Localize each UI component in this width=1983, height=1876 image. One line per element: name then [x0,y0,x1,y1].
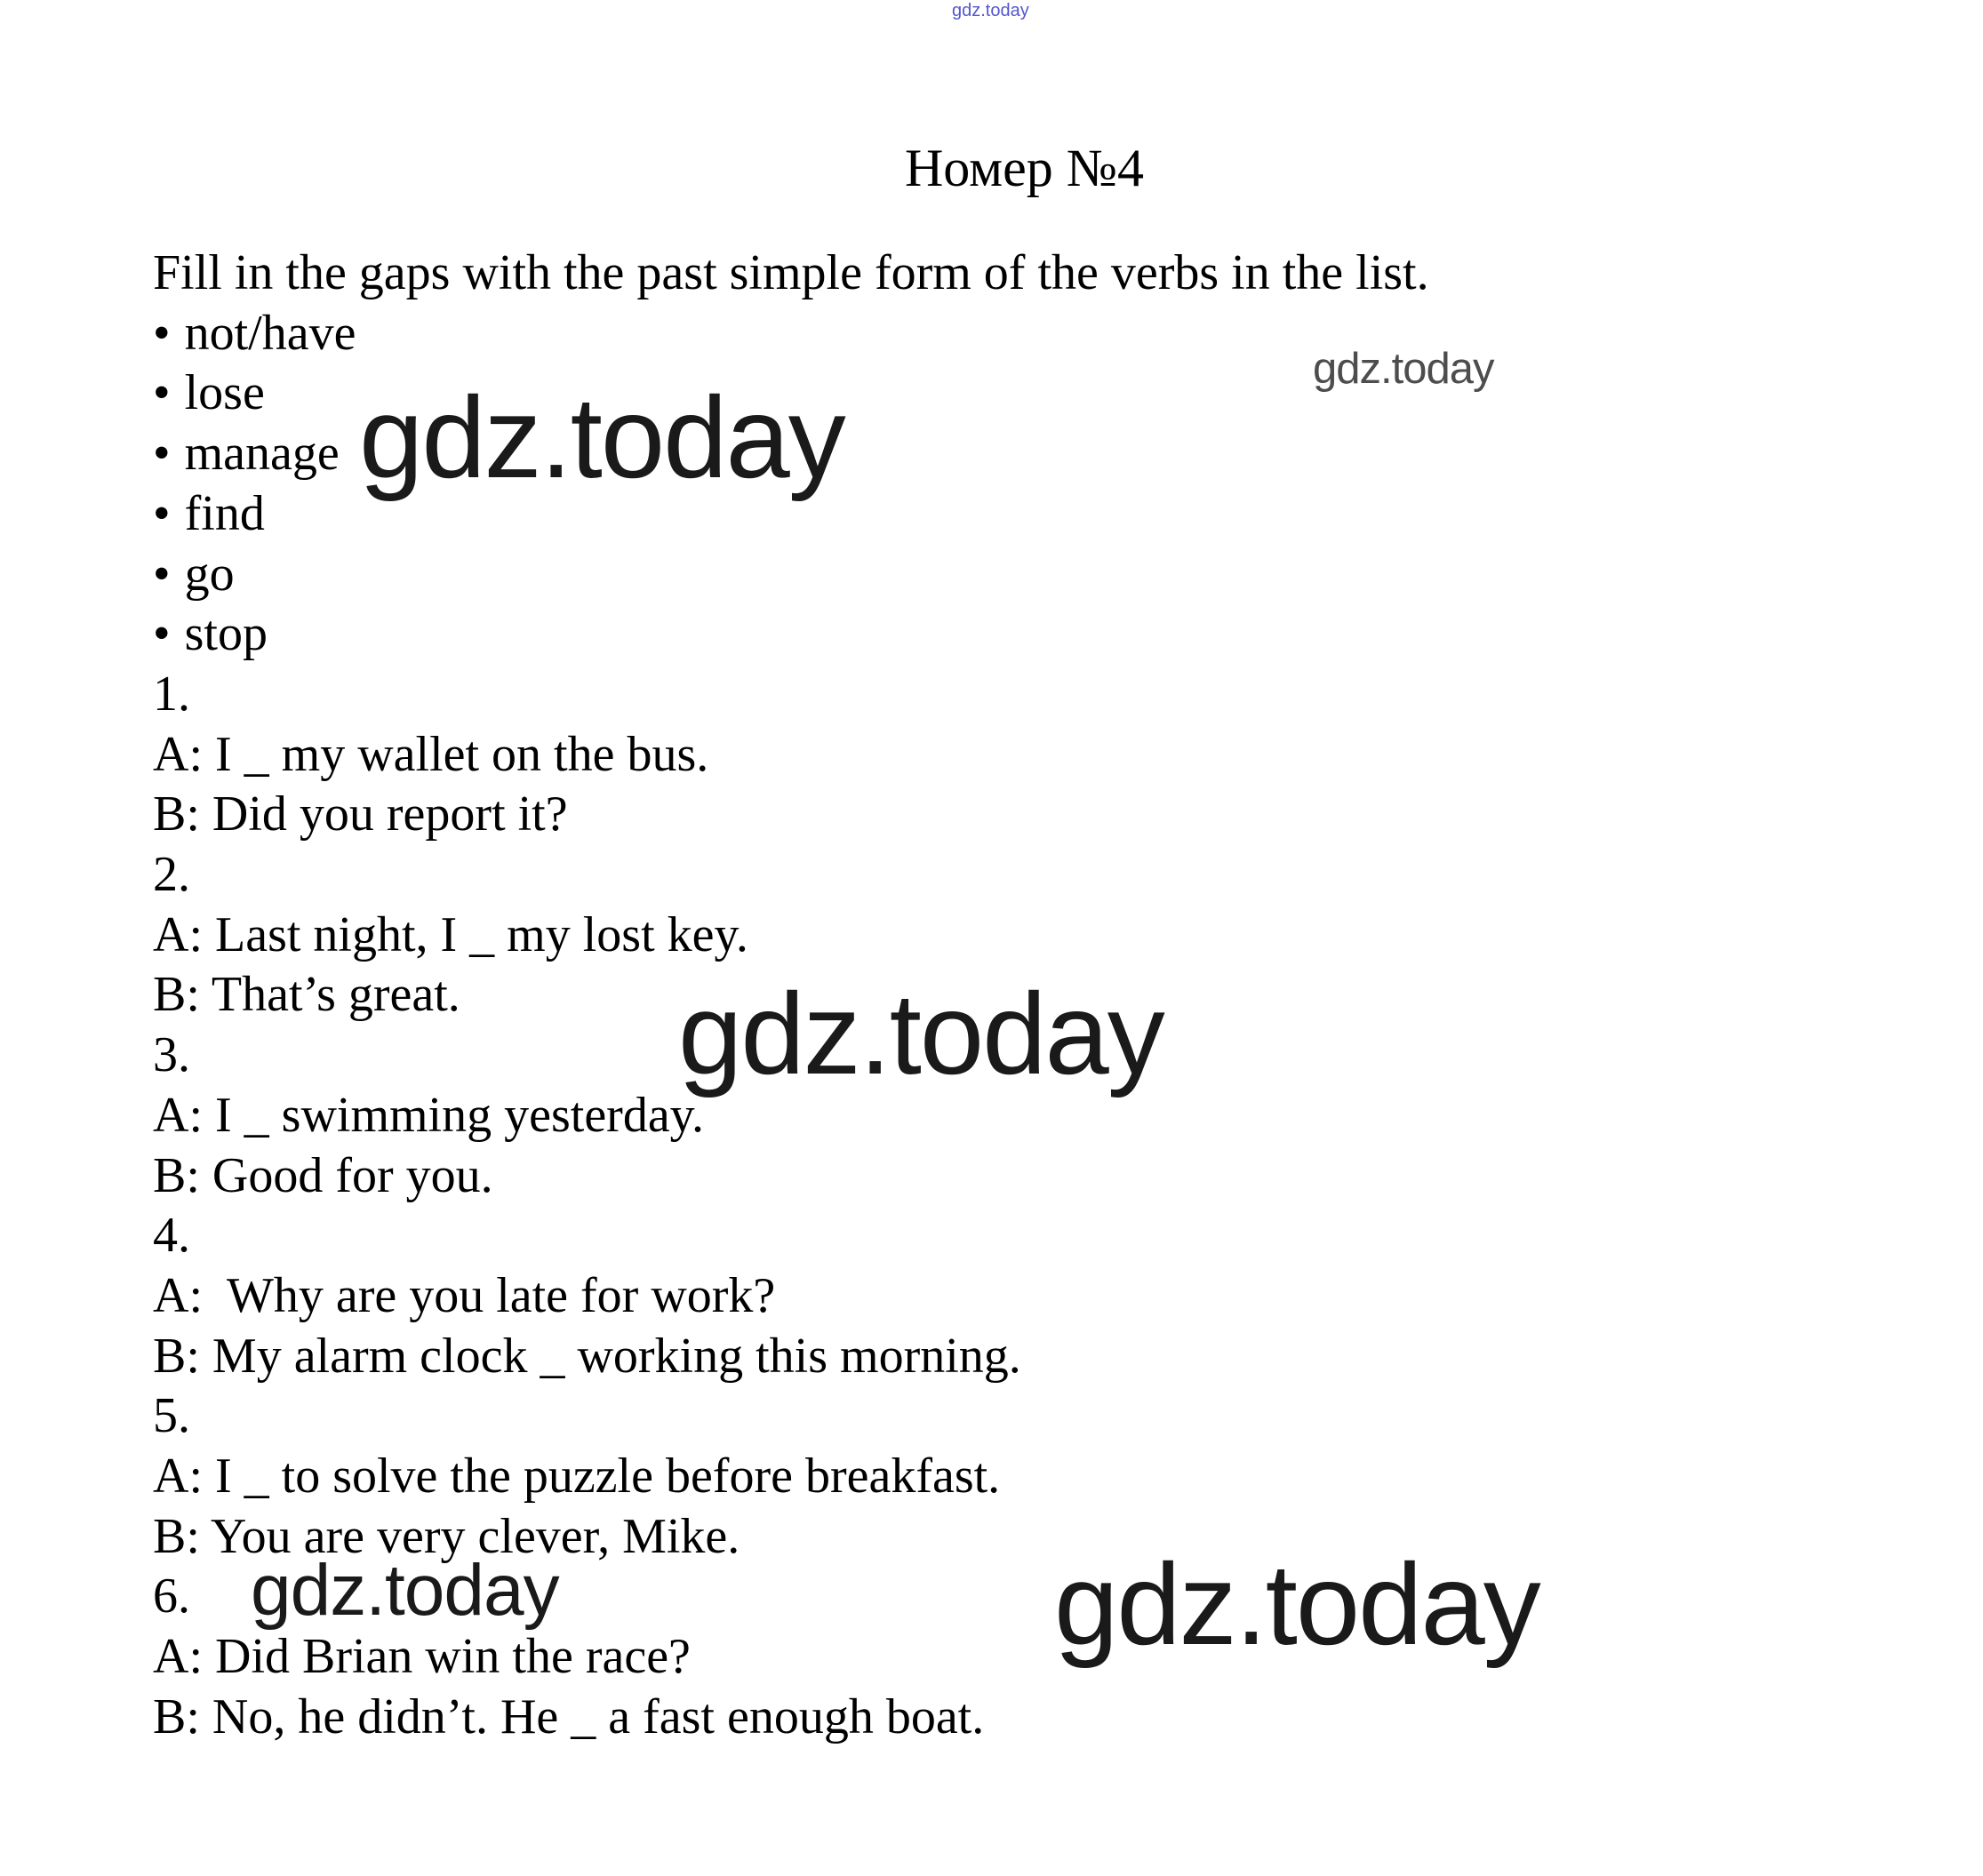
bullet-icon: • [153,546,171,602]
bullet-icon: • [153,305,171,361]
dialogue-line-b: B: Did you report it? [153,786,568,842]
instruction-text: Fill in the gaps with the past simple form of the verbs in the list. [153,245,1429,300]
watermark-top-blue: gdz.today [952,1,1029,20]
dialogue-line-a: A: I _ to solve the puzzle before breakfast. [153,1449,1001,1505]
verb-label: lose [184,365,265,421]
dialogue-line-a: A: Last night, I _ my lost key. [153,906,748,962]
dialogue-line-b: B: No, he didn’t. He _ a fast enough boat. [153,1688,985,1744]
bullet-icon: • [153,606,171,662]
dialogue-number: 1. [153,666,190,722]
watermark-large-bottom: gdz.today [1054,1539,1539,1669]
dialogue-number: 5. [153,1388,190,1444]
dialogue-line-a: A: I _ swimming yesterday. [153,1087,705,1143]
dialogue-line-a: A: Why are you late for work? [153,1267,776,1323]
worksheet-body [153,243,1859,1748]
dialogue-line-b: B: You are very clever, Mike. [153,1508,740,1564]
watermark-row6: gdz.today [251,1550,559,1631]
verb-label: manage [184,426,340,482]
page-title: Номер №4 [904,139,1145,197]
dialogue-line-a: A: Did Brian win the race? [153,1629,691,1685]
watermark-right-gray: gdz.today [1313,345,1494,393]
dialogue-number: 4. [153,1208,190,1264]
dialogue-line-b: B: My alarm clock _ working this morning. [153,1328,1021,1384]
bullet-icon: • [153,365,171,421]
watermark-large-upper: gdz.today [359,372,844,502]
dialogue-line-b: B: That’s great. [153,967,460,1023]
verb-item [153,424,1859,484]
verb-label: go [184,546,235,602]
verb-item [153,604,1859,665]
bullet-icon: • [153,485,171,541]
verb-label: not/have [184,305,356,361]
verb-label: find [184,485,265,541]
dialogue-number: 2. [153,847,190,903]
verb-item [153,545,1859,605]
verb-item [153,363,1859,424]
bullet-icon: • [153,426,171,482]
verb-item [153,304,1859,364]
verb-item [153,484,1859,545]
dialogue-number: 3. [153,1027,190,1083]
dialogue-line-a: A: I _ my wallet on the bus. [153,726,709,782]
watermark-large-middle: gdz.today [678,969,1163,1098]
verb-label: stop [184,606,268,662]
dialogue-number: 6. [153,1569,190,1625]
dialogue-line-b: B: Good for you. [153,1147,493,1203]
